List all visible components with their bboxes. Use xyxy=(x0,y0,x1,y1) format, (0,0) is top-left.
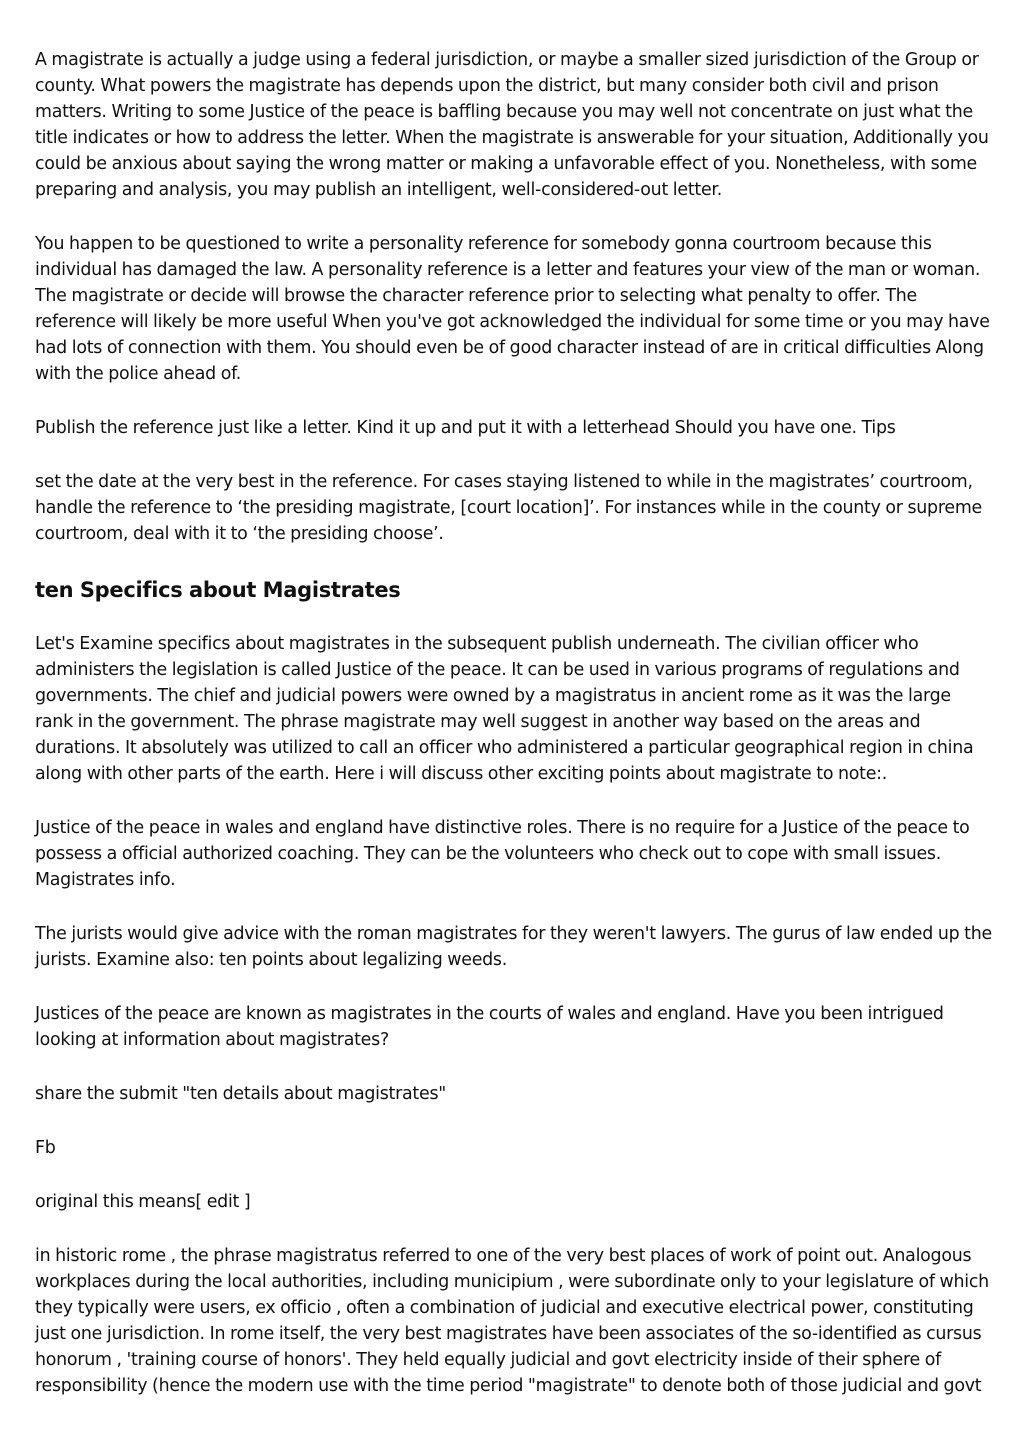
paragraph-date-tip: set the date at the very best in the reference. For cases staying listened to while in the magistrates’ courtroom, handle the reference to ‘the presiding magistrate, [court location]’. For instances while in the county or supreme courtroom, deal with it to ‘the presiding choose’. xyxy=(35,472,982,544)
paragraph-wales-england: Justice of the peace in wales and england have distinctive roles. There is no require for a Justice of the peace to possess a official authorized coaching. They can be the volunteers who check out to cope with small issues. Magistrates info. xyxy=(35,818,970,890)
paragraph-intro: A magistrate is actually a judge using a federal jurisdiction, or maybe a smaller sized jurisdiction of the Group or county. What powers the magistrate has depends upon the district, but many consider both civil and prison matters. Writing to some Justice of the peace is baffling because you may well not concentrate on just what the title indicates or how to address the letter. When the magistrate is answerable for your situation, Additionally you could be anxious about saying the wrong matter or making a unfavorable effect of you. Nonetheless, with some preparing and analysis, you may publish an intelligent, well-considered-out letter. xyxy=(35,50,989,200)
share-line: share the submit "ten details about magistrates" xyxy=(35,1084,447,1104)
paragraph-historic-rome: in historic rome , the phrase magistratus referred to one of the very best places of work of point out. Analogous workplaces during the local authorities, including municipium , were subordinate only to your legislature of which they typically were users, ex officio , often a combination of judicial and executive electrical power, constituting just one jurisdiction. In rome itself, the very best magistrates have been associates of the so-identified as cursus honorum , 'training course of honors'. They held equally judicial and govt electricity inside of their sphere of responsibility (hence the modern use with the time period "magistrate" to denote both of those judicial and govt xyxy=(35,1246,989,1396)
article-body xyxy=(35,47,993,1399)
paragraph-publish-reference: Publish the reference just like a letter. Kind it up and put it with a letterhead Should you have one. Tips xyxy=(35,418,896,438)
paragraph-jurists: The jurists would give advice with the roman magistrates for they weren't lawyers. The gurus of law ended up the jurists. Examine also: ten points about legalizing weeds. xyxy=(35,924,992,970)
paragraph-specifics: Let's Examine specifics about magistrates in the subsequent publish underneath. The civilian officer who administers the legislation is called Justice of the peace. It can be used in various programs of regulations and governments. The chief and judicial powers were owned by a magistratus in ancient rome as it was the large rank in the government. The phrase magistrate may well suggest in another way based on the areas and durations. It absolutely was utilized to call an officer who administered a particular geographical region in china along with other parts of the earth. Here i will discuss other exciting points about magistrate to note:. xyxy=(35,634,974,784)
paragraph-justices: Justices of the peace are known as magistrates in the courts of wales and england. Have you been intrigued looking at information about magistrates? xyxy=(35,1004,944,1050)
share-fb: Fb xyxy=(35,1138,56,1158)
section-heading: ten Specifics about Magistrates xyxy=(35,578,401,602)
subsection-original-meaning: original this means[ edit ] xyxy=(35,1192,251,1212)
paragraph-character-reference: You happen to be questioned to write a personality reference for somebody gonna courtroom because this individual has damaged the law. A personality reference is a letter and features your view of the man or woman. The magistrate or decide will browse the character reference prior to selecting what penalty to offer. The reference will likely be more useful When you've got acknowledged the individual for some time or you may have had lots of connection with them. You should even be of good character instead of are in critical difficulties Along with the police ahead of. xyxy=(35,234,990,384)
